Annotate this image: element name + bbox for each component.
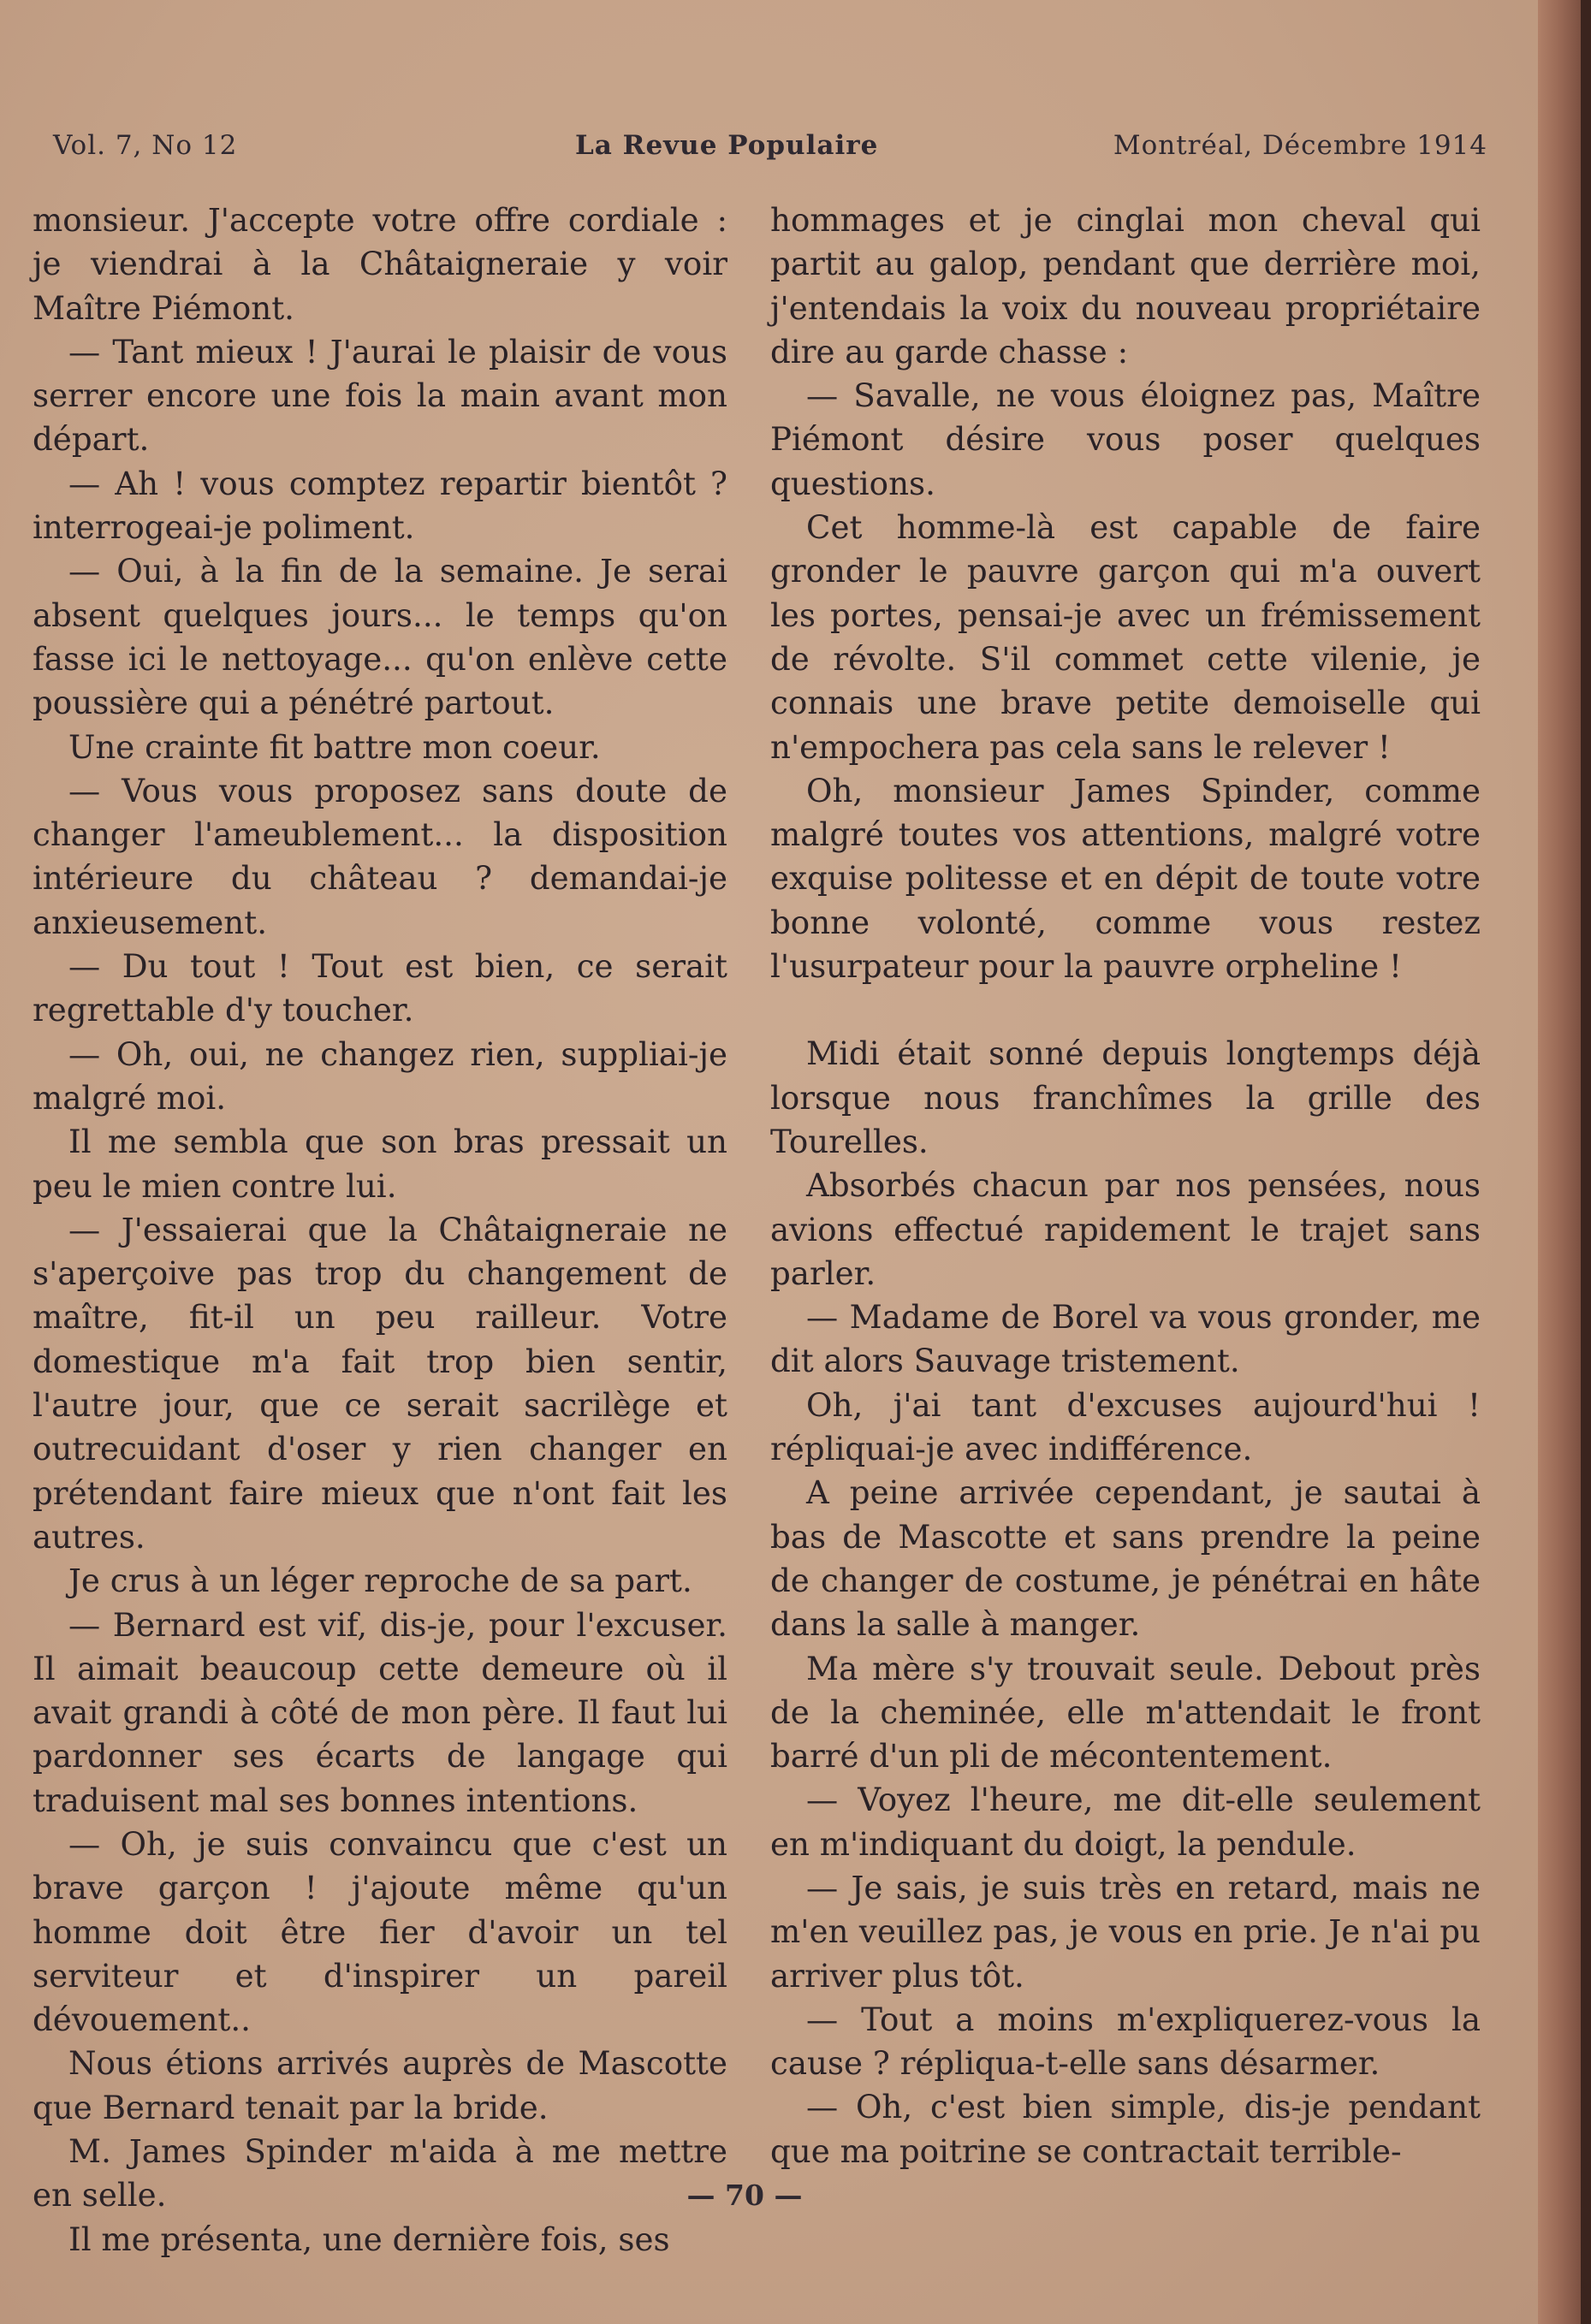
paragraph: Nous étions arrivés auprès de Mascotte que Bernard tenait par la bride. [33,2044,727,2126]
paragraph: — Oui, à la fin de la semaine. Je serai absent quelques jours... le temps qu'on fasse ici le nettoyage... qu'on enlève cette poussière qui a pénétré partout. [33,552,727,722]
paragraph: — Voyez l'heure, me dit-elle seulement en m'indiquant du doigt, la pendule. [770,1781,1481,1863]
left-column [33,199,727,2258]
paragraph: — Du tout ! Tout est bien, ce serait regrettable d'y toucher. [33,947,727,1029]
paragraph: — Ah ! vous comptez repartir bientôt ? interrogeai-je poliment. [33,464,727,547]
paragraph: Une crainte fit battre mon coeur. [68,727,601,766]
paragraph: A peine arrivée cependant, je sautai à bas de Mascotte et sans prendre la peine de changer de costume, je pénétrai en hâte dans la salle à manger. [770,1473,1481,1644]
journal-title: La Revue Populaire [575,130,879,161]
paragraph: Oh, j'ai tant d'excuses aujourd'hui ! répliquai-je avec indifférence. [770,1385,1481,1468]
paragraph: Midi était sonné depuis longtemps déjà lorsque nous franchîmes la grille des Tourelles. [770,1035,1481,1160]
paragraph: — Madame de Borel va vous gronder, me dit alors Sauvage tristement. [770,1298,1481,1380]
paragraph: M. James Spinder m'aida à me mettre en selle. [33,2132,727,2214]
place-date: Montréal, Décembre 1914 [1113,130,1487,161]
paragraph: Cet homme-là est capable de faire gronder le pauvre garçon qui m'a ouvert les portes, pensai-je avec un frémissement de révolte. S'il commet cette vilenie, je connais une brave petite demoiselle qui n'empochera pas cela sans le relever ! [770,508,1481,766]
paragraph: hommages et je cinglai mon cheval qui partit au galop, pendant que derrière moi, j'entendais la voix du nouveau propriétaire dire au garde chasse : [770,201,1481,371]
paragraph: — Tout a moins m'expliquerez-vous la cause ? répliqua-t-elle sans désarmer. [770,2000,1481,2083]
paragraph: — Oh, oui, ne changez rien, suppliai-je malgré moi. [33,1035,727,1117]
paragraph: monsieur. J'accepte votre offre cordiale : je viendrai à la Châtaigneraie y voir Maître Piémont. [33,201,727,327]
paragraph: — Tant mieux ! J'aurai le plaisir de vous serrer encore une fois la main avant mon départ. [33,332,727,459]
paragraph: — Savalle, ne vous éloignez pas, Maître Piémont désire vous poser quelques questions. [770,376,1481,502]
paragraph: Absorbés chacun par nos pensées, nous avions effectué rapidement le trajet sans parler. [770,1166,1481,1292]
right-column [770,199,1481,2170]
page-number: — 70 — [686,2179,803,2212]
paragraph: — Vous vous proposez sans doute de changer l'ameublement... la disposition intérieure du château ? demandai-je anxieusement. [33,771,727,941]
paragraph: Il me présenta, une dernière fois, ses [68,2220,670,2258]
paragraph: Oh, monsieur James Spinder, comme malgré toutes vos attentions, malgré votre exquise politesse et en dépit de toute votre bonne volonté, comme vous restez l'usurpateur pour la pauvre orpheline ! [770,771,1481,986]
paragraph: — Oh, c'est bien simple, dis-je pendant que ma poitrine se contractait terrible- [770,2088,1481,2170]
paragraph: — Bernard est vif, dis-je, pour l'excuser. Il aimait beaucoup cette demeure où il avait grandi à côté de mon père. Il faut lui pardonner ses écarts de langage qui traduisent mal ses bonnes intentions. [33,1605,727,1819]
paragraph: — J'essaierai que la Châtaigneraie ne s'aperçoive pas trop du changement de maître, fit-il un peu railleur. Votre domestique m'a fait trop bien sentir, l'autre jour, que ce serait sacrilège et outrecuidant d'oser y rien changer en prétendant faire mieux que n'ont fait les autres. [33,1210,727,1556]
running-header [53,130,1487,173]
paragraph: — Oh, je suis convaincu que c'est un brave garçon ! j'ajoute même qu'un homme doit être fier d'avoir un tel serviteur et d'inspirer un pareil dévouement.. [33,1824,727,2039]
paragraph: Il me sembla que son bras pressait un peu le mien contre lui. [33,1123,727,1205]
paragraph: Je crus à un léger reproche de sa part. [68,1562,692,1600]
paragraph: Ma mère s'y trouvait seule. Debout près de la cheminée, elle m'attendait le front barré d'un pli de mécontentement. [770,1649,1481,1776]
paragraph: — Je sais, je suis très en retard, mais ne m'en veuillez pas, je vous en prie. Je n'ai pu arriver plus tôt. [770,1868,1481,1995]
volume-number: Vol. 7, No 12 [53,130,238,161]
binding-edge [1581,0,1591,2324]
